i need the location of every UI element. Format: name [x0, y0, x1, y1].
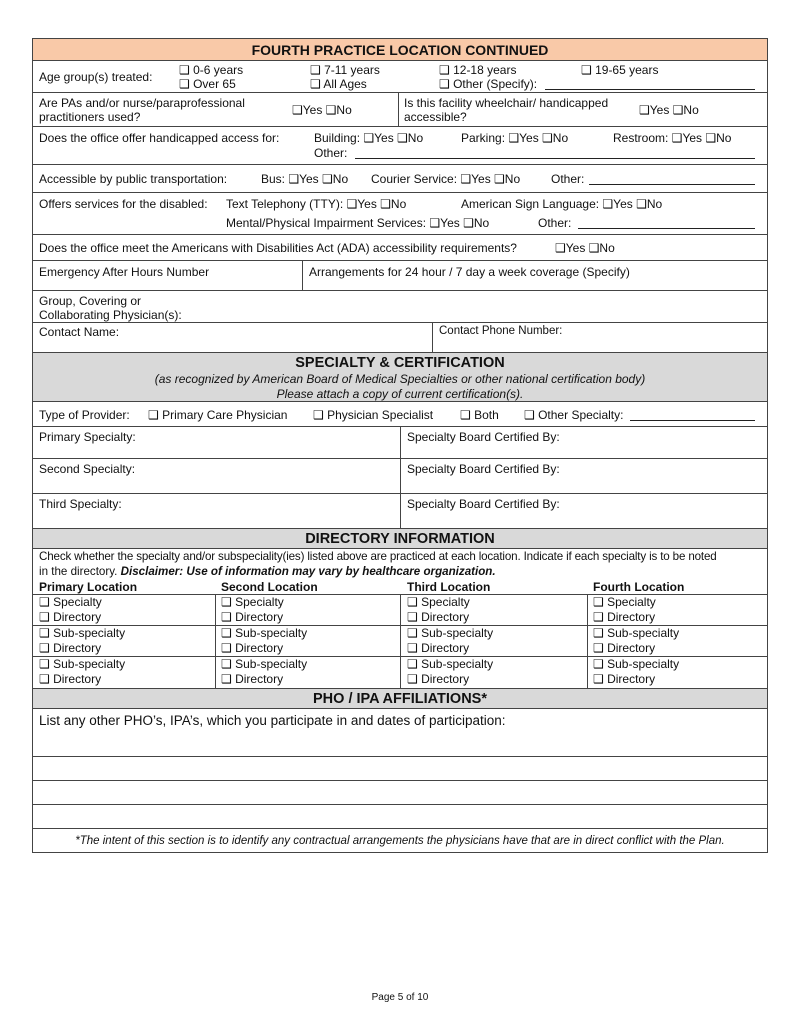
fourth-subspecialty-checkbox[interactable]: ❑ Sub-specialty [593, 626, 680, 640]
second-directory-checkbox[interactable]: ❑ Directory [221, 672, 284, 686]
age-groups-row [33, 61, 767, 93]
third-subspecialty-checkbox[interactable]: ❑ Sub-specialty [407, 657, 494, 671]
third-specialty-label: Third Specialty: [39, 497, 122, 511]
second-board-label: Specialty Board Certified By: [407, 462, 560, 476]
wheelchair-yes-no[interactable]: ❑Yes ❑No [639, 103, 699, 117]
courier-yes-no[interactable]: Courier Service: ❑Yes ❑No [371, 172, 521, 186]
ada-label: Does the office meet the Americans with Disabilities Act (ADA) accessibility requirements? [39, 241, 517, 255]
primary-specialty-row [33, 427, 767, 459]
third-specialty-row [33, 494, 767, 529]
divider [400, 459, 401, 493]
fourth-directory-checkbox[interactable]: ❑ Directory [593, 610, 656, 624]
second-directory-checkbox[interactable]: ❑ Directory [221, 610, 284, 624]
transport-other-label: Other: [551, 172, 585, 186]
ada-row [33, 235, 767, 261]
parking-yes-no[interactable]: Parking: ❑Yes ❑No [461, 131, 569, 145]
second-specialty-label: Second Specialty: [39, 462, 136, 476]
group-label-line2: Collaborating Physician(s): [39, 308, 182, 322]
pho-footnote-row [33, 829, 767, 852]
contact-row [33, 323, 767, 353]
primary-specialty-label: Primary Specialty: [39, 430, 136, 444]
pho-prompt-row[interactable] [33, 709, 767, 757]
grid-vline [215, 594, 216, 688]
both-checkbox[interactable]: ❑ Both [460, 408, 499, 422]
second-subspecialty-checkbox[interactable]: ❑ Sub-specialty [221, 657, 308, 671]
tty-yes-no[interactable]: Text Telephony (TTY): ❑Yes ❑No [226, 197, 407, 211]
disabled-other-label: Other: [538, 216, 572, 230]
specialty-header [33, 353, 767, 402]
col-primary-location: Primary Location [39, 580, 138, 594]
fourth-specialty-checkbox[interactable]: ❑ Specialty [593, 595, 656, 609]
third-directory-checkbox[interactable]: ❑ Directory [407, 672, 470, 686]
pho-entry-line[interactable] [33, 757, 767, 781]
third-directory-checkbox[interactable]: ❑ Directory [407, 641, 470, 655]
pas-yes-no[interactable]: ❑Yes ❑No [292, 103, 352, 117]
asl-yes-no[interactable]: American Sign Language: ❑Yes ❑No [461, 197, 663, 211]
contact-phone-label: Contact Phone Number: [439, 325, 563, 337]
directory-title: DIRECTORY INFORMATION [305, 531, 495, 547]
primary-subspecialty-checkbox[interactable]: ❑ Sub-specialty [39, 626, 126, 640]
second-subspecialty-checkbox[interactable]: ❑ Sub-specialty [221, 626, 308, 640]
pas-label-line1: Are PAs and/or nurse/paraprofessional [39, 96, 245, 110]
pas-wheelchair-row [33, 93, 767, 127]
age-other-checkbox[interactable]: ❑ Other (Specify): [439, 77, 538, 91]
directory-intro-line1: Check whether the specialty and/or subspeciality(ies) listed above are practiced at each location. Indicate if each specialty is to be noted [39, 550, 717, 563]
disabled-label: Offers services for the disabled: [39, 197, 208, 211]
grid-vline [587, 594, 588, 688]
directory-grid [33, 579, 767, 689]
col-third-location: Third Location [407, 580, 491, 594]
transport-label: Accessible by public transportation: [39, 172, 228, 186]
specialty-title: SPECIALTY & CERTIFICATION [295, 355, 505, 371]
primary-directory-checkbox[interactable]: ❑ Directory [39, 641, 102, 655]
transport-other-field[interactable] [589, 173, 755, 185]
contact-name-label: Contact Name: [39, 325, 120, 339]
handicap-other-label: Other: [314, 146, 348, 160]
handicap-other-field[interactable] [355, 147, 755, 159]
age-19-65-checkbox[interactable]: ❑ 19-65 years [581, 63, 659, 77]
pas-label-line2: practitioners used? [39, 110, 141, 124]
group-label-line1: Group, Covering or [39, 294, 142, 308]
divider [432, 323, 433, 352]
other-specialty-field[interactable] [630, 409, 755, 421]
emergency-row [33, 261, 767, 291]
pho-prompt: List any other PHO’s, IPA’s, which you participate in and dates of participation: [39, 713, 506, 728]
other-specialty-checkbox[interactable]: ❑ Other Specialty: [524, 408, 624, 422]
building-yes-no[interactable]: Building: ❑Yes ❑No [314, 131, 424, 145]
primary-directory-checkbox[interactable]: ❑ Directory [39, 672, 102, 686]
specialty-subtitle-line1: (as recognized by American Board of Medical Specialties or other national certification body) [154, 372, 646, 386]
bus-yes-no[interactable]: Bus: ❑Yes ❑No [261, 172, 349, 186]
wheelchair-label-line1: Is this facility wheelchair/ handicapped [404, 96, 609, 110]
disabled-services-row [33, 193, 767, 235]
pho-entry-line[interactable] [33, 805, 767, 829]
age-other-field[interactable] [545, 78, 755, 90]
disabled-other-field[interactable] [578, 217, 755, 229]
provider-type-row [33, 402, 767, 427]
primary-board-label: Specialty Board Certified By: [407, 430, 560, 444]
handicap-label: Does the office offer handicapped access for: [39, 131, 280, 145]
third-specialty-checkbox[interactable]: ❑ Specialty [407, 595, 470, 609]
third-subspecialty-checkbox[interactable]: ❑ Sub-specialty [407, 626, 494, 640]
divider [398, 93, 399, 126]
second-directory-checkbox[interactable]: ❑ Directory [221, 641, 284, 655]
fourth-practice-header [33, 39, 767, 61]
pho-footnote: *The intent of this section is to identify any contractual arrangements the physicians have that are in direct conflict with the Plan. [75, 835, 725, 847]
fourth-practice-title: FOURTH PRACTICE LOCATION CONTINUED [251, 42, 549, 58]
page-number: Page 5 of 10 [371, 992, 429, 1003]
primary-directory-checkbox[interactable]: ❑ Directory [39, 610, 102, 624]
arrangements-label: Arrangements for 24 hour / 7 day a week coverage (Specify) [309, 265, 630, 279]
divider [400, 427, 401, 458]
second-specialty-checkbox[interactable]: ❑ Specialty [221, 595, 284, 609]
directory-intro-line2 [39, 565, 496, 578]
second-specialty-row [33, 459, 767, 494]
age-over65-checkbox[interactable]: ❑ Over 65 [179, 77, 236, 91]
third-directory-checkbox[interactable]: ❑ Directory [407, 610, 470, 624]
age-all-checkbox[interactable]: ❑ All Ages [310, 77, 367, 91]
divider [302, 261, 303, 290]
primary-care-checkbox[interactable]: ❑ Primary Care Physician [148, 408, 288, 422]
age-12-18-checkbox[interactable]: ❑ 12-18 years [439, 63, 517, 77]
divider [400, 494, 401, 528]
emergency-label: Emergency After Hours Number [39, 265, 210, 279]
directory-intro-text: in the directory. [39, 565, 118, 578]
provider-form [32, 38, 768, 853]
directory-disclaimer: Disclaimer: Use of information may vary by healthcare organization. [120, 565, 496, 578]
transport-row [33, 165, 767, 193]
provider-type-label: Type of Provider: [39, 408, 130, 422]
col-second-location: Second Location [221, 580, 318, 594]
directory-intro [33, 549, 767, 579]
directory-header [33, 529, 767, 549]
age-groups-label: Age group(s) treated: [39, 70, 153, 84]
physician-specialist-checkbox[interactable]: ❑ Physician Specialist [313, 408, 434, 422]
group-covering-row [33, 291, 767, 323]
pho-title: PHO / IPA AFFILIATIONS* [313, 691, 487, 707]
mental-impairment-yes-no[interactable]: Mental/Physical Impairment Services: ❑Yes ❑No [226, 216, 490, 230]
handicap-access-row [33, 127, 767, 165]
age-0-6-checkbox[interactable]: ❑ 0-6 years [179, 63, 244, 77]
specialty-subtitle-line2: Please attach a copy of current certification(s). [276, 387, 524, 401]
fourth-subspecialty-checkbox[interactable]: ❑ Sub-specialty [593, 657, 680, 671]
age-7-11-checkbox[interactable]: ❑ 7-11 years [310, 63, 380, 77]
primary-specialty-checkbox[interactable]: ❑ Specialty [39, 595, 102, 609]
ada-yes-no[interactable]: ❑Yes ❑No [555, 241, 615, 255]
wheelchair-label-line2: accessible? [404, 110, 467, 124]
pho-header [33, 689, 767, 709]
fourth-directory-checkbox[interactable]: ❑ Directory [593, 641, 656, 655]
third-board-label: Specialty Board Certified By: [407, 497, 560, 511]
primary-subspecialty-checkbox[interactable]: ❑ Sub-specialty [39, 657, 126, 671]
grid-vline [400, 594, 401, 688]
col-fourth-location: Fourth Location [593, 580, 685, 594]
pho-entry-line[interactable] [33, 781, 767, 805]
fourth-directory-checkbox[interactable]: ❑ Directory [593, 672, 656, 686]
restroom-yes-no[interactable]: Restroom: ❑Yes ❑No [613, 131, 732, 145]
